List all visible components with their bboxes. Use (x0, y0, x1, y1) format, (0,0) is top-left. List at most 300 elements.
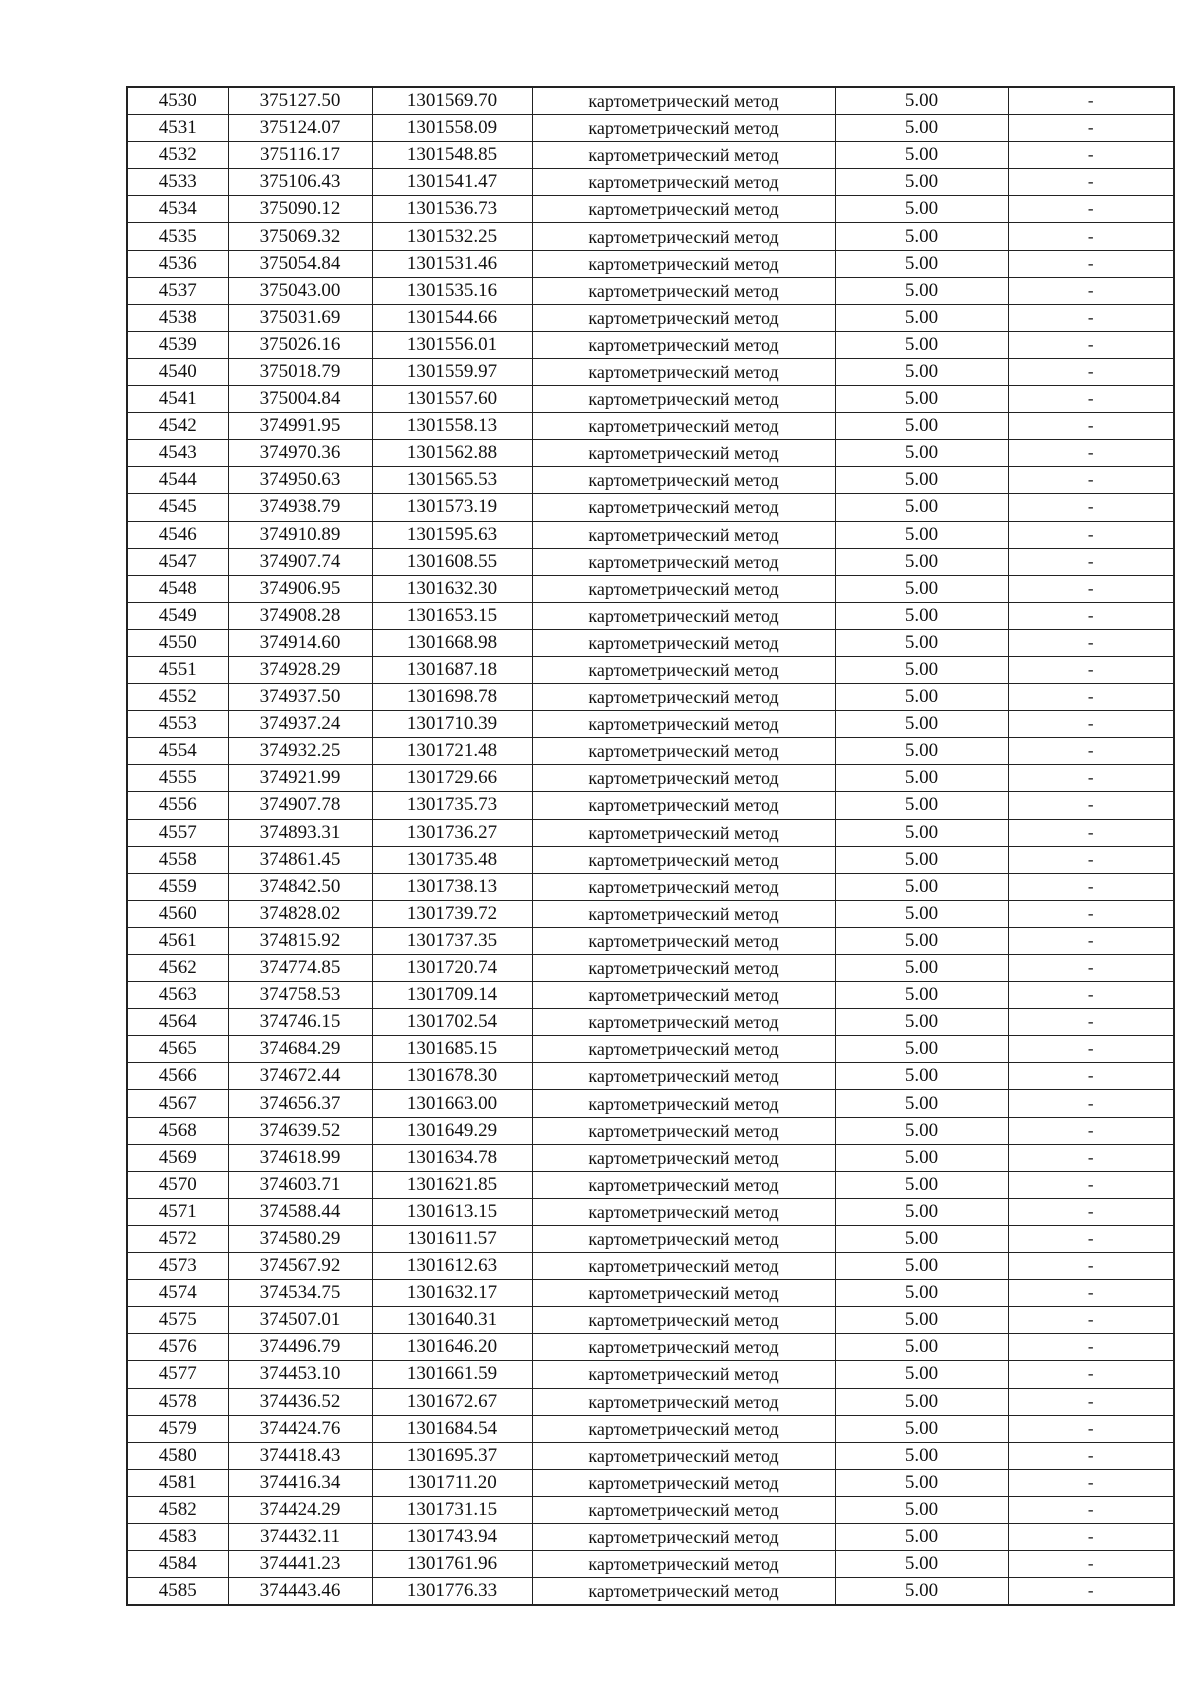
table-row (127, 982, 1174, 1009)
point-number-cell: 4555 (127, 765, 228, 792)
x-coordinate-cell: 374432.11 (228, 1523, 372, 1550)
point-number-cell: 4548 (127, 575, 228, 602)
precision-cell: 5.00 (835, 386, 1008, 413)
point-number-cell: 4530 (127, 87, 228, 115)
point-number-cell: 4553 (127, 711, 228, 738)
note-cell: - (1008, 1253, 1174, 1280)
precision-cell: 5.00 (835, 440, 1008, 467)
note-cell: - (1008, 765, 1174, 792)
table-row (127, 1361, 1174, 1388)
precision-cell: 5.00 (835, 1225, 1008, 1252)
point-number-cell: 4581 (127, 1469, 228, 1496)
table-row (127, 1307, 1174, 1334)
table-row (127, 792, 1174, 819)
x-coordinate-cell: 374684.29 (228, 1036, 372, 1063)
table-row (127, 440, 1174, 467)
table-row (127, 1442, 1174, 1469)
method-cell: картометрический метод (532, 1171, 835, 1198)
point-number-cell: 4565 (127, 1036, 228, 1063)
note-cell: - (1008, 1442, 1174, 1469)
y-coordinate-cell: 1301738.13 (372, 873, 532, 900)
precision-cell: 5.00 (835, 927, 1008, 954)
point-number-cell: 4566 (127, 1063, 228, 1090)
method-cell: картометрический метод (532, 169, 835, 196)
x-coordinate-cell: 374534.75 (228, 1280, 372, 1307)
precision-cell: 5.00 (835, 1171, 1008, 1198)
x-coordinate-cell: 374418.43 (228, 1442, 372, 1469)
y-coordinate-cell: 1301565.53 (372, 467, 532, 494)
method-cell: картометрический метод (532, 575, 835, 602)
precision-cell: 5.00 (835, 413, 1008, 440)
point-number-cell: 4578 (127, 1388, 228, 1415)
x-coordinate-cell: 375043.00 (228, 277, 372, 304)
precision-cell: 5.00 (835, 873, 1008, 900)
precision-cell: 5.00 (835, 1388, 1008, 1415)
y-coordinate-cell: 1301541.47 (372, 169, 532, 196)
precision-cell: 5.00 (835, 1036, 1008, 1063)
x-coordinate-cell: 374453.10 (228, 1361, 372, 1388)
x-coordinate-cell: 374991.95 (228, 413, 372, 440)
note-cell: - (1008, 1334, 1174, 1361)
note-cell: - (1008, 250, 1174, 277)
precision-cell: 5.00 (835, 1334, 1008, 1361)
y-coordinate-cell: 1301544.66 (372, 304, 532, 331)
method-cell: картометрический метод (532, 1280, 835, 1307)
note-cell: - (1008, 955, 1174, 982)
note-cell: - (1008, 1551, 1174, 1578)
note-cell: - (1008, 738, 1174, 765)
method-cell: картометрический метод (532, 711, 835, 738)
y-coordinate-cell: 1301613.15 (372, 1198, 532, 1225)
method-cell: картометрический метод (532, 386, 835, 413)
x-coordinate-cell: 374416.34 (228, 1469, 372, 1496)
precision-cell: 5.00 (835, 575, 1008, 602)
y-coordinate-cell: 1301731.15 (372, 1496, 532, 1523)
method-cell: картометрический метод (532, 982, 835, 1009)
x-coordinate-cell: 374906.95 (228, 575, 372, 602)
table-row (127, 900, 1174, 927)
precision-cell: 5.00 (835, 1578, 1008, 1606)
precision-cell: 5.00 (835, 358, 1008, 385)
table-row (127, 494, 1174, 521)
method-cell: картометрический метод (532, 1144, 835, 1171)
point-number-cell: 4537 (127, 277, 228, 304)
precision-cell: 5.00 (835, 1253, 1008, 1280)
x-coordinate-cell: 374774.85 (228, 955, 372, 982)
x-coordinate-cell: 374580.29 (228, 1225, 372, 1252)
coordinates-table (126, 86, 1175, 1606)
note-cell: - (1008, 1117, 1174, 1144)
y-coordinate-cell: 1301634.78 (372, 1144, 532, 1171)
method-cell: картометрический метод (532, 684, 835, 711)
method-cell: картометрический метод (532, 927, 835, 954)
method-cell: картометрический метод (532, 1578, 835, 1606)
note-cell: - (1008, 115, 1174, 142)
table-row (127, 873, 1174, 900)
table-row (127, 1280, 1174, 1307)
y-coordinate-cell: 1301531.46 (372, 250, 532, 277)
y-coordinate-cell: 1301548.85 (372, 142, 532, 169)
point-number-cell: 4559 (127, 873, 228, 900)
y-coordinate-cell: 1301729.66 (372, 765, 532, 792)
x-coordinate-cell: 374639.52 (228, 1117, 372, 1144)
y-coordinate-cell: 1301702.54 (372, 1009, 532, 1036)
y-coordinate-cell: 1301687.18 (372, 656, 532, 683)
precision-cell: 5.00 (835, 1117, 1008, 1144)
method-cell: картометрический метод (532, 656, 835, 683)
point-number-cell: 4563 (127, 982, 228, 1009)
y-coordinate-cell: 1301595.63 (372, 521, 532, 548)
precision-cell: 5.00 (835, 684, 1008, 711)
method-cell: картометрический метод (532, 846, 835, 873)
y-coordinate-cell: 1301532.25 (372, 223, 532, 250)
method-cell: картометрический метод (532, 602, 835, 629)
precision-cell: 5.00 (835, 900, 1008, 927)
precision-cell: 5.00 (835, 819, 1008, 846)
point-number-cell: 4580 (127, 1442, 228, 1469)
y-coordinate-cell: 1301558.13 (372, 413, 532, 440)
point-number-cell: 4531 (127, 115, 228, 142)
note-cell: - (1008, 1388, 1174, 1415)
note-cell: - (1008, 1280, 1174, 1307)
method-cell: картометрический метод (532, 196, 835, 223)
precision-cell: 5.00 (835, 196, 1008, 223)
x-coordinate-cell: 375116.17 (228, 142, 372, 169)
method-cell: картометрический метод (532, 521, 835, 548)
y-coordinate-cell: 1301612.63 (372, 1253, 532, 1280)
x-coordinate-cell: 374937.50 (228, 684, 372, 711)
method-cell: картометрический метод (532, 115, 835, 142)
point-number-cell: 4560 (127, 900, 228, 927)
x-coordinate-cell: 374746.15 (228, 1009, 372, 1036)
method-cell: картометрический метод (532, 1198, 835, 1225)
point-number-cell: 4544 (127, 467, 228, 494)
note-cell: - (1008, 494, 1174, 521)
table-row (127, 386, 1174, 413)
table-row (127, 87, 1174, 115)
y-coordinate-cell: 1301695.37 (372, 1442, 532, 1469)
table-row (127, 1415, 1174, 1442)
note-cell: - (1008, 1496, 1174, 1523)
precision-cell: 5.00 (835, 765, 1008, 792)
method-cell: картометрический метод (532, 1036, 835, 1063)
y-coordinate-cell: 1301559.97 (372, 358, 532, 385)
x-coordinate-cell: 374928.29 (228, 656, 372, 683)
point-number-cell: 4534 (127, 196, 228, 223)
point-number-cell: 4564 (127, 1009, 228, 1036)
x-coordinate-cell: 374893.31 (228, 819, 372, 846)
y-coordinate-cell: 1301649.29 (372, 1117, 532, 1144)
table-row (127, 223, 1174, 250)
point-number-cell: 4539 (127, 331, 228, 358)
table-row (127, 358, 1174, 385)
table-row (127, 169, 1174, 196)
x-coordinate-cell: 374618.99 (228, 1144, 372, 1171)
note-cell: - (1008, 169, 1174, 196)
precision-cell: 5.00 (835, 277, 1008, 304)
table-row (127, 575, 1174, 602)
method-cell: картометрический метод (532, 873, 835, 900)
precision-cell: 5.00 (835, 548, 1008, 575)
point-number-cell: 4567 (127, 1090, 228, 1117)
x-coordinate-cell: 374656.37 (228, 1090, 372, 1117)
x-coordinate-cell: 375090.12 (228, 196, 372, 223)
x-coordinate-cell: 374914.60 (228, 629, 372, 656)
y-coordinate-cell: 1301640.31 (372, 1307, 532, 1334)
point-number-cell: 4572 (127, 1225, 228, 1252)
y-coordinate-cell: 1301672.67 (372, 1388, 532, 1415)
precision-cell: 5.00 (835, 1280, 1008, 1307)
table-row (127, 1253, 1174, 1280)
method-cell: картометрический метод (532, 413, 835, 440)
x-coordinate-cell: 375018.79 (228, 358, 372, 385)
y-coordinate-cell: 1301761.96 (372, 1551, 532, 1578)
table-row (127, 1225, 1174, 1252)
point-number-cell: 4549 (127, 602, 228, 629)
precision-cell: 5.00 (835, 1063, 1008, 1090)
y-coordinate-cell: 1301684.54 (372, 1415, 532, 1442)
point-number-cell: 4577 (127, 1361, 228, 1388)
y-coordinate-cell: 1301720.74 (372, 955, 532, 982)
table-row (127, 304, 1174, 331)
method-cell: картометрический метод (532, 304, 835, 331)
method-cell: картометрический метод (532, 1090, 835, 1117)
x-coordinate-cell: 374815.92 (228, 927, 372, 954)
note-cell: - (1008, 440, 1174, 467)
precision-cell: 5.00 (835, 602, 1008, 629)
coordinates-table-body (127, 87, 1174, 1605)
table-row (127, 277, 1174, 304)
y-coordinate-cell: 1301608.55 (372, 548, 532, 575)
note-cell: - (1008, 982, 1174, 1009)
method-cell: картометрический метод (532, 738, 835, 765)
x-coordinate-cell: 374672.44 (228, 1063, 372, 1090)
note-cell: - (1008, 1225, 1174, 1252)
table-row (127, 1469, 1174, 1496)
note-cell: - (1008, 277, 1174, 304)
y-coordinate-cell: 1301709.14 (372, 982, 532, 1009)
table-row (127, 819, 1174, 846)
y-coordinate-cell: 1301557.60 (372, 386, 532, 413)
table-row (127, 1198, 1174, 1225)
precision-cell: 5.00 (835, 1090, 1008, 1117)
note-cell: - (1008, 819, 1174, 846)
table-row (127, 1009, 1174, 1036)
precision-cell: 5.00 (835, 982, 1008, 1009)
note-cell: - (1008, 1063, 1174, 1090)
x-coordinate-cell: 375069.32 (228, 223, 372, 250)
note-cell: - (1008, 1361, 1174, 1388)
method-cell: картометрический метод (532, 1388, 835, 1415)
method-cell: картометрический метод (532, 1253, 835, 1280)
precision-cell: 5.00 (835, 1009, 1008, 1036)
method-cell: картометрический метод (532, 1225, 835, 1252)
note-cell: - (1008, 1307, 1174, 1334)
precision-cell: 5.00 (835, 955, 1008, 982)
y-coordinate-cell: 1301698.78 (372, 684, 532, 711)
note-cell: - (1008, 711, 1174, 738)
method-cell: картометрический метод (532, 87, 835, 115)
table-row (127, 548, 1174, 575)
method-cell: картометрический метод (532, 1442, 835, 1469)
table-row (127, 602, 1174, 629)
point-number-cell: 4545 (127, 494, 228, 521)
method-cell: картометрический метод (532, 1307, 835, 1334)
x-coordinate-cell: 375054.84 (228, 250, 372, 277)
x-coordinate-cell: 374443.46 (228, 1578, 372, 1606)
point-number-cell: 4558 (127, 846, 228, 873)
precision-cell: 5.00 (835, 250, 1008, 277)
note-cell: - (1008, 1036, 1174, 1063)
method-cell: картометрический метод (532, 440, 835, 467)
method-cell: картометрический метод (532, 819, 835, 846)
x-coordinate-cell: 374938.79 (228, 494, 372, 521)
table-row (127, 1496, 1174, 1523)
y-coordinate-cell: 1301776.33 (372, 1578, 532, 1606)
precision-cell: 5.00 (835, 711, 1008, 738)
y-coordinate-cell: 1301562.88 (372, 440, 532, 467)
table-row (127, 1523, 1174, 1550)
y-coordinate-cell: 1301737.35 (372, 927, 532, 954)
table-row (127, 1117, 1174, 1144)
precision-cell: 5.00 (835, 467, 1008, 494)
table-row (127, 331, 1174, 358)
x-coordinate-cell: 374937.24 (228, 711, 372, 738)
method-cell: картометрический метод (532, 494, 835, 521)
x-coordinate-cell: 374910.89 (228, 521, 372, 548)
x-coordinate-cell: 374950.63 (228, 467, 372, 494)
method-cell: картометрический метод (532, 1551, 835, 1578)
y-coordinate-cell: 1301536.73 (372, 196, 532, 223)
precision-cell: 5.00 (835, 629, 1008, 656)
x-coordinate-cell: 374424.76 (228, 1415, 372, 1442)
x-coordinate-cell: 374907.78 (228, 792, 372, 819)
y-coordinate-cell: 1301569.70 (372, 87, 532, 115)
y-coordinate-cell: 1301739.72 (372, 900, 532, 927)
point-number-cell: 4556 (127, 792, 228, 819)
precision-cell: 5.00 (835, 1415, 1008, 1442)
table-row (127, 142, 1174, 169)
point-number-cell: 4551 (127, 656, 228, 683)
x-coordinate-cell: 374921.99 (228, 765, 372, 792)
precision-cell: 5.00 (835, 1144, 1008, 1171)
precision-cell: 5.00 (835, 656, 1008, 683)
x-coordinate-cell: 374507.01 (228, 1307, 372, 1334)
point-number-cell: 4541 (127, 386, 228, 413)
note-cell: - (1008, 467, 1174, 494)
note-cell: - (1008, 358, 1174, 385)
x-coordinate-cell: 374970.36 (228, 440, 372, 467)
table-row (127, 1551, 1174, 1578)
note-cell: - (1008, 304, 1174, 331)
method-cell: картометрический метод (532, 900, 835, 927)
method-cell: картометрический метод (532, 548, 835, 575)
precision-cell: 5.00 (835, 1496, 1008, 1523)
y-coordinate-cell: 1301661.59 (372, 1361, 532, 1388)
note-cell: - (1008, 1578, 1174, 1606)
note-cell: - (1008, 413, 1174, 440)
x-coordinate-cell: 374436.52 (228, 1388, 372, 1415)
y-coordinate-cell: 1301558.09 (372, 115, 532, 142)
y-coordinate-cell: 1301653.15 (372, 602, 532, 629)
note-cell: - (1008, 684, 1174, 711)
x-coordinate-cell: 375124.07 (228, 115, 372, 142)
precision-cell: 5.00 (835, 792, 1008, 819)
table-row (127, 521, 1174, 548)
table-row (127, 629, 1174, 656)
point-number-cell: 4532 (127, 142, 228, 169)
x-coordinate-cell: 375026.16 (228, 331, 372, 358)
method-cell: картометрический метод (532, 1469, 835, 1496)
x-coordinate-cell: 374496.79 (228, 1334, 372, 1361)
precision-cell: 5.00 (835, 223, 1008, 250)
note-cell: - (1008, 927, 1174, 954)
note-cell: - (1008, 142, 1174, 169)
precision-cell: 5.00 (835, 169, 1008, 196)
table-row (127, 115, 1174, 142)
y-coordinate-cell: 1301678.30 (372, 1063, 532, 1090)
method-cell: картометрический метод (532, 277, 835, 304)
table-row (127, 1388, 1174, 1415)
x-coordinate-cell: 374842.50 (228, 873, 372, 900)
note-cell: - (1008, 196, 1174, 223)
y-coordinate-cell: 1301711.20 (372, 1469, 532, 1496)
method-cell: картометрический метод (532, 223, 835, 250)
note-cell: - (1008, 656, 1174, 683)
x-coordinate-cell: 375127.50 (228, 87, 372, 115)
point-number-cell: 4552 (127, 684, 228, 711)
note-cell: - (1008, 575, 1174, 602)
precision-cell: 5.00 (835, 115, 1008, 142)
table-row (127, 738, 1174, 765)
y-coordinate-cell: 1301721.48 (372, 738, 532, 765)
method-cell: картометрический метод (532, 1063, 835, 1090)
table-row (127, 1090, 1174, 1117)
precision-cell: 5.00 (835, 142, 1008, 169)
x-coordinate-cell: 374441.23 (228, 1551, 372, 1578)
point-number-cell: 4561 (127, 927, 228, 954)
y-coordinate-cell: 1301663.00 (372, 1090, 532, 1117)
table-row (127, 1144, 1174, 1171)
method-cell: картометрический метод (532, 142, 835, 169)
precision-cell: 5.00 (835, 494, 1008, 521)
note-cell: - (1008, 846, 1174, 873)
method-cell: картометрический метод (532, 331, 835, 358)
table-row (127, 413, 1174, 440)
table-row (127, 711, 1174, 738)
precision-cell: 5.00 (835, 1361, 1008, 1388)
method-cell: картометрический метод (532, 1361, 835, 1388)
y-coordinate-cell: 1301573.19 (372, 494, 532, 521)
y-coordinate-cell: 1301668.98 (372, 629, 532, 656)
note-cell: - (1008, 1469, 1174, 1496)
table-row (127, 1578, 1174, 1606)
point-number-cell: 4554 (127, 738, 228, 765)
note-cell: - (1008, 548, 1174, 575)
note-cell: - (1008, 1198, 1174, 1225)
y-coordinate-cell: 1301710.39 (372, 711, 532, 738)
note-cell: - (1008, 1090, 1174, 1117)
method-cell: картометрический метод (532, 1009, 835, 1036)
y-coordinate-cell: 1301556.01 (372, 331, 532, 358)
point-number-cell: 4533 (127, 169, 228, 196)
method-cell: картометрический метод (532, 358, 835, 385)
y-coordinate-cell: 1301646.20 (372, 1334, 532, 1361)
method-cell: картометрический метод (532, 1117, 835, 1144)
y-coordinate-cell: 1301735.73 (372, 792, 532, 819)
method-cell: картометрический метод (532, 792, 835, 819)
point-number-cell: 4542 (127, 413, 228, 440)
